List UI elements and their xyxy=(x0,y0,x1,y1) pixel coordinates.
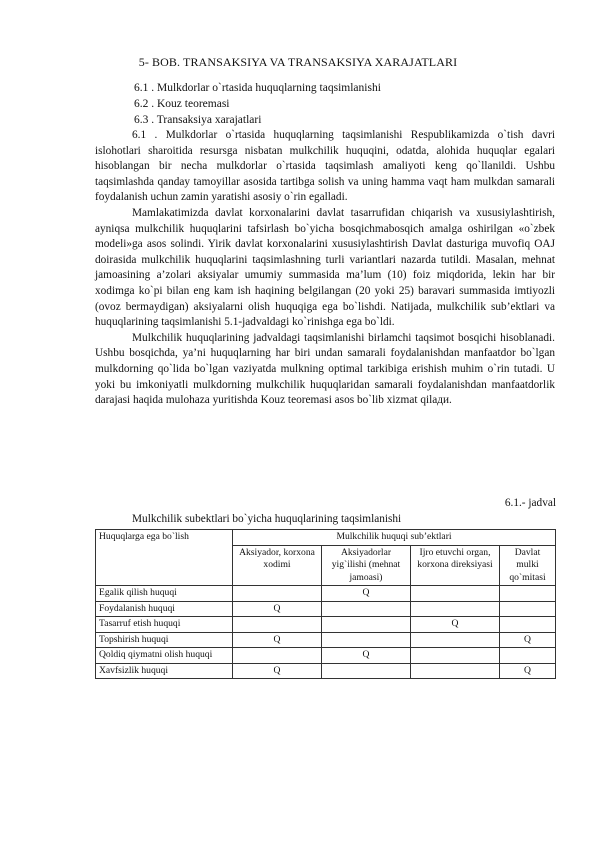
column-header: Ijro etuvchi organ, korxona direksiyasi xyxy=(411,545,500,586)
section-list xyxy=(134,80,381,128)
table-cell xyxy=(500,601,556,617)
paragraph: Mamlakatimizda davlat korxonalarini davlat tasarrufidan chiqarish va xususiylashtirish, ayniqsa mulkchilik huquqlarini tafsirlash bo`yicha bosqichmabosqich amalga oshirilgan «o`zbek modeli»ga asos solindi. Yirik davlat korxonalarini xususiylashtirish Davlat dasturiga muvofiq OAJ doirasida mulkchilik huquqlarini taqsimlashning turli variantlari nazarda tutildi. Masalan, mehnat jamoasining a’zolari aksiyalar umumiy summasida ma’lum (10) foiz miqdorida, lekin har bir xodimga ko`pi bilan eng kam ish haqining belgilangan (20 yoki 25) baravari summasida imtiyozli (ovoz bermaydigan) aksiyalarni olish huquqiga ega bo`lishdi. Natijada, mulkchilik sub’ektlari va huquqlarining taqsimlanishi 5.1-jadvaldagi ko`rinishga ega bo`ldi. xyxy=(95,206,555,329)
table-caption: Mulkchilik subektlari bo`yicha huquqlarining taqsimlanishi xyxy=(132,513,402,525)
row-label: Qoldiq qiymatni olish huquqi xyxy=(96,648,233,664)
table-cell xyxy=(233,648,322,664)
row-label: Topshirish huquqi xyxy=(96,632,233,648)
row-label: Xavfsizlik huquqi xyxy=(96,663,233,679)
group-header: Mulkchilik huquqi sub’ektlari xyxy=(233,530,556,546)
body-text xyxy=(95,128,555,409)
table-cell: Q xyxy=(322,648,411,664)
table-number: 6.1.- jadval xyxy=(504,497,556,509)
table-row xyxy=(96,648,556,664)
column-header: Davlat mulki qo`mitasi xyxy=(500,545,556,586)
table-row xyxy=(96,632,556,648)
table-cell xyxy=(411,586,500,602)
table-row xyxy=(96,586,556,602)
table-cell xyxy=(500,617,556,633)
rights-table xyxy=(95,529,556,679)
paragraph: Mulkchilik huquqlarining jadvaldagi taqsimlanishi birlamchi taqsimot bosqichi hisoblanadi. Ushbu bosqichda, ya’ni huquqlarning har biri undan samarali foydalanishdan manfaatdor bo`lgan mulkdorning qo`lida bo`lgan vaziyatda mulkning optimal tarkibiga erishish muhim o`rin tutadi. U yoki bu imkoniyatli mulkdorning mulkchilik huquqlaridan samarali foydalanishdan manfaatdorlik darajasi haqida mulohaza yuritishda Kouz teoremasi asos bo`lib xizmat qilади. xyxy=(95,331,555,407)
table-cell: Q xyxy=(233,632,322,648)
table-cell xyxy=(322,601,411,617)
table-cell xyxy=(233,617,322,633)
table-cell: Q xyxy=(500,663,556,679)
row-label: Foydalanish huquqi xyxy=(96,601,233,617)
table-cell xyxy=(500,586,556,602)
row-label: Tasarruf etish huquqi xyxy=(96,617,233,633)
table-row xyxy=(96,601,556,617)
table-row xyxy=(96,663,556,679)
table-cell xyxy=(322,617,411,633)
table-cell xyxy=(411,632,500,648)
section-item: 6.2 . Kouz teoremasi xyxy=(134,98,230,110)
section-item: 6.3 . Transaksiya xarajatlari xyxy=(134,114,262,126)
table-cell: Q xyxy=(411,617,500,633)
column-header: Aksiyadorlar yig`ilishi (mehnat jamoasi) xyxy=(322,545,411,586)
table-cell xyxy=(411,663,500,679)
table-cell xyxy=(411,648,500,664)
row-label: Egalik qilish huquqi xyxy=(96,586,233,602)
table-cell: Q xyxy=(500,632,556,648)
section-item: 6.1 . Mulkdorlar o`rtasida huquqlarning taqsimlanishi xyxy=(134,82,381,94)
table-cell xyxy=(411,601,500,617)
paragraph: 6.1 . Mulkdorlar o`rtasida huquqlarning taqsimlanishi Respublikamizda o`tish davri islohotlari sharoitida resursga nisbatan mulkchilik huquqini, odatda, alohida huquqlar egalari hisoblangan bir necha mulkdorlar o`rtasida taqsimlash amaliyoti keng qo`llanildi. Ushbu taqsimlashda qanday tamoyillar asosida tartibga solish va uning hamma vaqt ham mulkdan samarali foydalanish uchun zamin yaratishi asosiy o`rin egalladi. xyxy=(95,129,555,204)
table-cell xyxy=(322,663,411,679)
table-cell xyxy=(233,586,322,602)
chapter-title: 5- BOB. TRANSAKSIYA VA TRANSAKSIYA XARAJATLARI xyxy=(138,55,458,69)
table-cell: Q xyxy=(233,663,322,679)
table-cell xyxy=(500,648,556,664)
table-row xyxy=(96,617,556,633)
column-header: Aksiyador, korxona xodimi xyxy=(233,545,322,586)
table-cell: Q xyxy=(322,586,411,602)
table-cell xyxy=(322,632,411,648)
table-cell: Q xyxy=(233,601,322,617)
table-header-row xyxy=(96,530,556,546)
corner-header: Huquqlarga ega bo`lish xyxy=(96,530,233,586)
